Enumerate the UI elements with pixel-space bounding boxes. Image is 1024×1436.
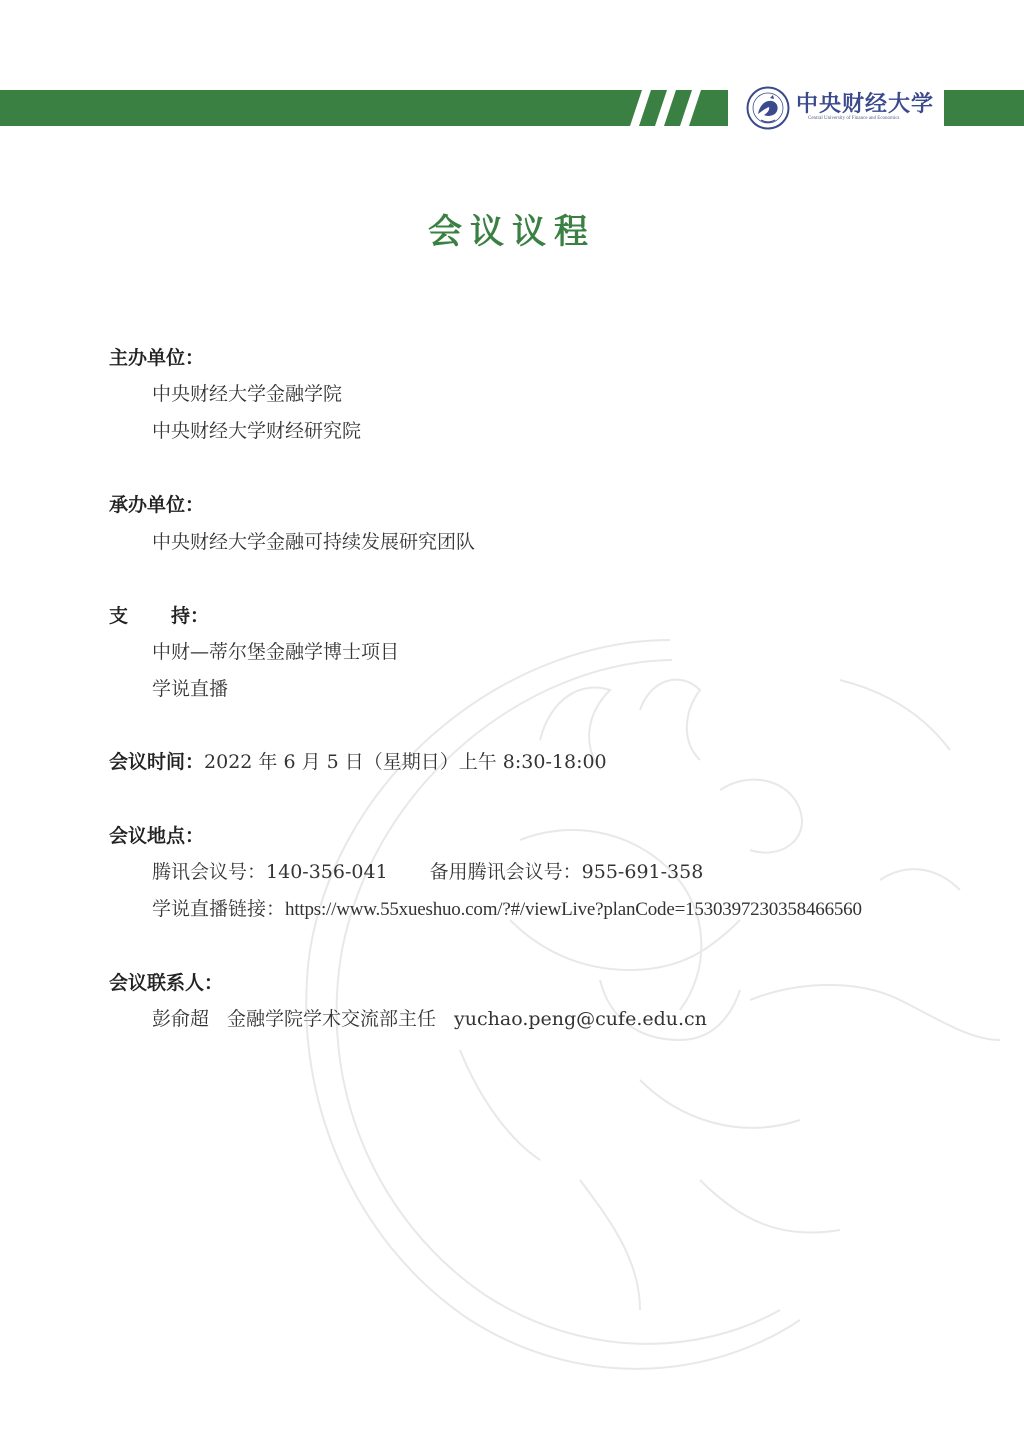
tencent-meeting-row: [152, 857, 703, 884]
support-colon: ：: [190, 605, 210, 627]
tencent-meeting-number[interactable]: 140-356-041: [266, 861, 388, 883]
organizer-item: 中央财经大学金融学院: [152, 383, 343, 405]
organizers-label: [109, 343, 204, 370]
support-label-second: 持: [171, 605, 191, 627]
live-link-row: [152, 894, 862, 921]
page-title: 会议议程: [428, 212, 596, 252]
header-bar-mid: [689, 90, 728, 126]
support-label: [109, 601, 209, 628]
header-bar-left: [0, 90, 642, 126]
time-value: 2022 年 6 月 5 日（星期日）上午 8:30-18:00: [204, 751, 607, 773]
backup-meeting-number[interactable]: 955-691-358: [581, 861, 704, 883]
live-link-url[interactable]: https://www.55xueshuo.com/?#/viewLive?planCode=1530397230358466560: [285, 899, 862, 920]
contact-label: [109, 968, 223, 995]
time-label: 会议时间: [109, 751, 186, 773]
contact-name: 彭俞超: [152, 1008, 210, 1030]
support-label-first: 支: [109, 605, 129, 627]
contact-email[interactable]: yuchao.peng@cufe.edu.cn: [454, 1008, 707, 1030]
university-logo: [742, 84, 938, 132]
venue-label-text: 会议地点: [109, 825, 186, 847]
university-name-en: Central University of Finance and Economics: [808, 116, 900, 121]
university-seal-icon: [746, 86, 790, 130]
header-bar-right: [944, 90, 1024, 126]
contact-row: [152, 1004, 707, 1031]
co-organizer-item: 中央财经大学金融可持续发展研究团队: [152, 531, 476, 553]
co-organizer-label-text: 承办单位: [109, 494, 186, 516]
time-row: [109, 747, 607, 774]
organizers-colon: ：: [185, 347, 205, 369]
live-link-label: 学说直播链接：: [152, 898, 286, 920]
venue-colon: ：: [185, 825, 205, 847]
contact-label-text: 会议联系人: [109, 972, 205, 994]
organizer-item: 中央财经大学财经研究院: [152, 420, 362, 442]
header-slash: [639, 90, 667, 126]
header-slash: [664, 90, 692, 126]
co-organizer-label: [109, 490, 204, 517]
backup-meeting-label: 备用腾讯会议号：: [429, 861, 582, 883]
co-organizer-colon: ：: [185, 494, 205, 516]
support-item: 学说直播: [152, 678, 229, 700]
time-colon: ：: [185, 751, 205, 773]
university-name: 中央财经大学: [796, 91, 935, 117]
tencent-meeting-label: 腾讯会议号：: [152, 861, 267, 883]
organizers-label-text: 主办单位: [109, 347, 186, 369]
contact-role: 金融学院学术交流部主任: [227, 1008, 437, 1030]
support-item: 中财—蒂尔堡金融学博士项目: [152, 641, 400, 663]
contact-colon: ：: [204, 972, 224, 994]
venue-label: [109, 821, 204, 848]
